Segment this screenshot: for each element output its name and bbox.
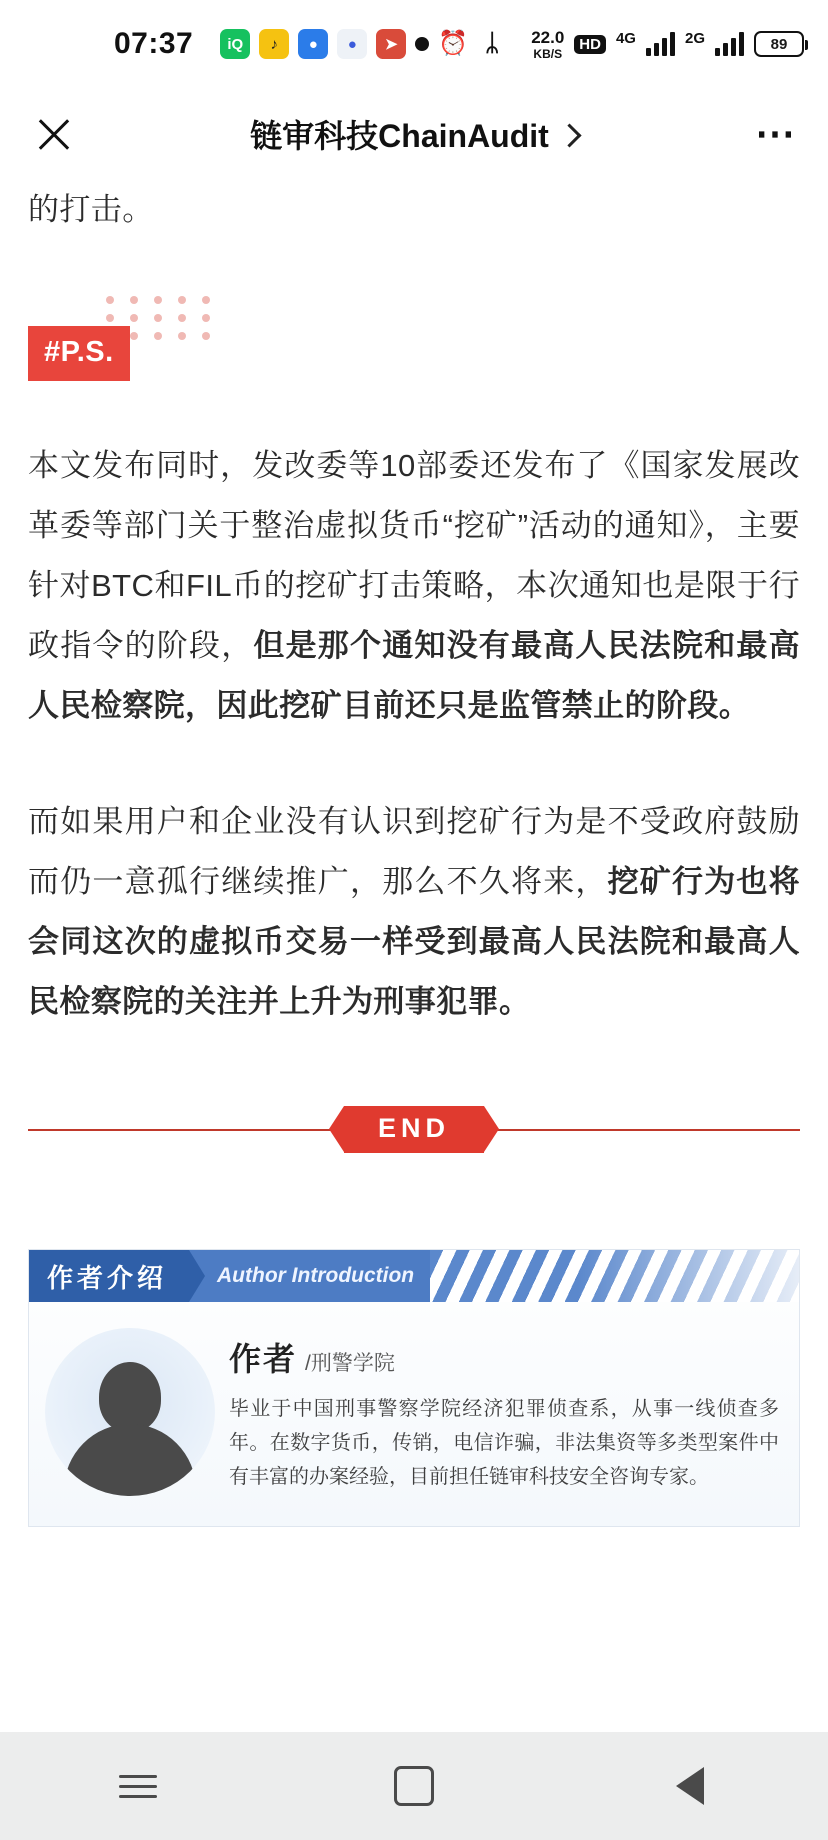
sim1-label: 4G [615,29,636,47]
headphone-icon: ♪ [259,29,289,59]
chevron-right-icon[interactable] [557,123,581,147]
article-content [0,180,828,1032]
page-bottom-spacer [0,1527,828,1587]
blue-dot-icon: ● [298,29,328,59]
author-name: 作者 [229,1341,298,1377]
author-card-header-en: Author Introduction [189,1250,430,1302]
more-options-icon[interactable]: ⋯ [755,112,798,156]
battery-icon: 89 [754,31,804,57]
back-button[interactable] [630,1756,750,1816]
recents-button[interactable] [78,1756,198,1816]
page-title-text: 链审科技ChainAudit [250,118,549,154]
iqiyi-icon: iQ [220,29,250,59]
bluetooth-icon: ᛦ [485,30,500,57]
paragraph-top: 的打击。 [28,192,154,227]
status-time: 07:37 [114,27,194,60]
dot-icon [415,37,429,51]
end-badge: END [344,1106,484,1153]
author-card-header-cn: 作者介绍 [29,1250,189,1302]
page-title [0,111,828,157]
menu-icon [119,1768,157,1805]
paragraph-spacer [28,736,800,792]
signal-bars-2-icon [715,32,744,56]
app-nav-bar [0,88,828,180]
home-icon [394,1766,434,1806]
alarm-icon: ⏰ [438,30,469,57]
avatar-body-shape [64,1424,196,1496]
ps-marker [28,296,800,406]
network-speed [531,29,564,60]
status-bar-left [24,27,531,61]
end-divider-line-left [28,1129,342,1131]
back-icon [676,1767,704,1805]
home-button[interactable] [354,1756,474,1816]
end-divider-line-right [486,1129,800,1131]
signal-bars-1-icon [646,32,675,56]
ps-tag-label: #P.S. [28,326,130,381]
telegram-icon: ➤ [376,29,406,59]
system-navigation-bar [0,1732,828,1840]
network-speed-value: 22.0 [531,27,565,47]
baidu-icon: ● [337,29,367,59]
author-card-header-stripes [430,1250,799,1302]
close-icon[interactable] [30,110,78,158]
author-card [28,1249,800,1527]
status-bar [0,0,828,88]
author-role: /刑警学院 [305,1352,395,1375]
author-description: 毕业于中国刑事警察学院经济犯罪侦查系，从事一线侦查多年。在数字货币，传销，电信诈骗，非法集资等多类型案件中有丰富的办案经验，目前担任链审科技安全咨询专家。 [229,1398,779,1488]
paragraph-two-bold: 挖矿行为也将会同这次的虚拟币交易一样受到最高人民法院和最高人民检察院的关注并上升为刑事犯罪。 [28,864,800,1019]
network-speed-unit: KB/S [533,46,563,61]
avatar [45,1328,215,1496]
status-bar-right [531,29,804,60]
author-card-header [29,1250,799,1302]
sim2-label: 2G [684,29,705,47]
author-card-body [29,1302,799,1526]
paragraph-ps [28,436,800,736]
paragraph-two-normal: 而如果用户和企业没有认识到挖矿行为是不受政府鼓励而仍一意孤行继续推广，那么不久将来， [28,804,800,899]
author-info [229,1328,779,1496]
end-divider [0,1106,828,1153]
paragraph-ps-bold: 但是那个通知没有最高人民法院和最高人民检察院，因此挖矿目前还只是监管禁止的阶段。 [28,628,800,723]
paragraph-ps-normal: 本文发布同时，发改委等10部委还发布了《国家发展改革委等部门关于整治虚拟货币“挖矿”活动的通知》，主要针对BTC和FIL币的挖矿打击策略，本次通知也是限于行政指令的阶段， [28,448,800,663]
avatar-head-shape [99,1362,161,1432]
hd-icon: HD [574,35,606,54]
paragraph-two [28,792,800,1032]
author-name-row [229,1334,779,1380]
